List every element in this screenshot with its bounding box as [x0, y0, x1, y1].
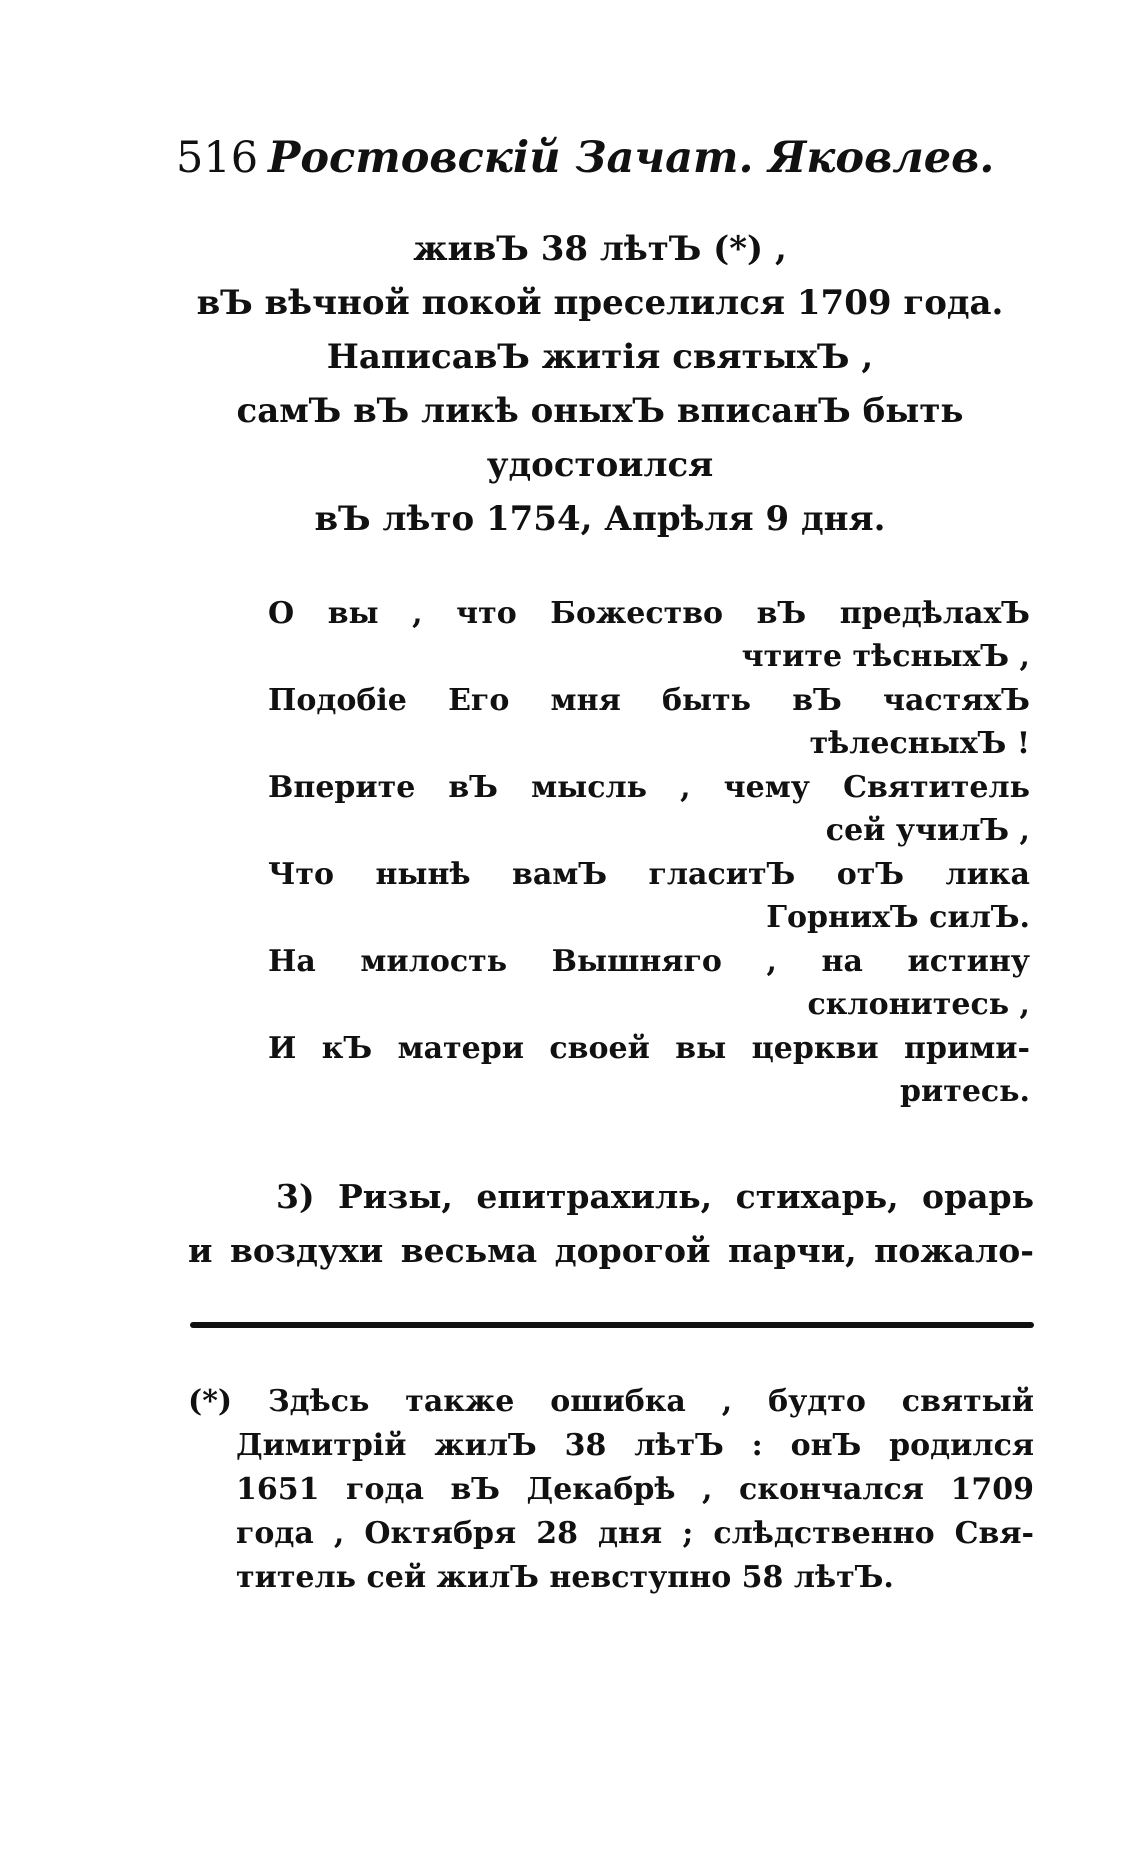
poem-line-first: На милость Вышняго , на истину: [268, 944, 1030, 979]
poem-line-first: Вперите вЪ мысль , чему Святитель: [268, 770, 1030, 805]
page-number: 516: [176, 133, 259, 183]
poem-line-first: Подобіе Его мня быть вЪ частяхЪ: [268, 683, 1030, 718]
epitaph-line: вЪ вѣчной покой преселился 1709 года.: [196, 283, 1004, 323]
epitaph-line: НаписавЪ житія святыхЪ ,: [326, 337, 874, 377]
poem-line-continuation: ГорнихЪ силЪ.: [766, 900, 1030, 935]
footnote-line: (*) Здѣсь также ошибка , будто святый: [188, 1384, 1034, 1419]
paragraph-line: 3) Ризы, епитрахиль, стихарь, орарь: [276, 1177, 1034, 1216]
epitaph-line: вЪ лѣто 1754, Апрѣля 9 дня.: [314, 499, 886, 539]
running-head: [176, 130, 995, 186]
footnote-divider: [190, 1322, 1034, 1328]
poem-line: [268, 596, 1030, 683]
poem-line-first: И кЪ матери своей вы церкви прими-: [268, 1031, 1030, 1066]
paragraph-line: и воздухи весьма дорогой парчи, пожало-: [188, 1231, 1034, 1270]
running-title: Ростовскій Зачат. Яковлев.: [268, 133, 995, 183]
poem-line-continuation: склонитесь ,: [807, 987, 1030, 1022]
epitaph-line: живЪ 38 лѣтЪ (*) ,: [413, 229, 787, 269]
poem-line: [268, 944, 1030, 1031]
footnote-line: Димитрій жилЪ 38 лѣтЪ : онЪ родился: [236, 1428, 1034, 1463]
body-paragraph: [188, 1170, 1034, 1278]
footnote-line: года , Октября 28 дня ; слѣдственно Свя-: [236, 1516, 1034, 1551]
poem-line-first: Что нынѣ вамЪ гласитЪ отЪ лика: [268, 857, 1030, 892]
poem-line-continuation: сей училЪ ,: [825, 813, 1030, 848]
poem-line-continuation: чтите тѣсныхЪ ,: [741, 639, 1030, 674]
poem-line-first: О вы , что Божество вЪ предѣлахЪ: [268, 596, 1030, 631]
poem-line-continuation: ритесь.: [900, 1074, 1030, 1109]
poem-line: [268, 770, 1030, 857]
epitaph-line: самЪ вЪ ликѣ оныхЪ вписанЪ быть: [236, 391, 964, 431]
poem-line: [268, 857, 1030, 944]
epitaph: [170, 222, 1030, 546]
poem-line: [268, 1031, 1030, 1118]
poem: [268, 596, 1030, 1118]
poem-line: [268, 683, 1030, 770]
footnote-line: 1651 года вЪ Декабрѣ , скончался 1709: [236, 1472, 1034, 1507]
epitaph-line: удостоился: [486, 445, 714, 485]
footnote-line: титель сей жилЪ невступно 58 лѣтЪ.: [236, 1560, 894, 1595]
footnote: [188, 1380, 1034, 1600]
poem-line-continuation: тѣлесныхЪ !: [809, 726, 1030, 761]
